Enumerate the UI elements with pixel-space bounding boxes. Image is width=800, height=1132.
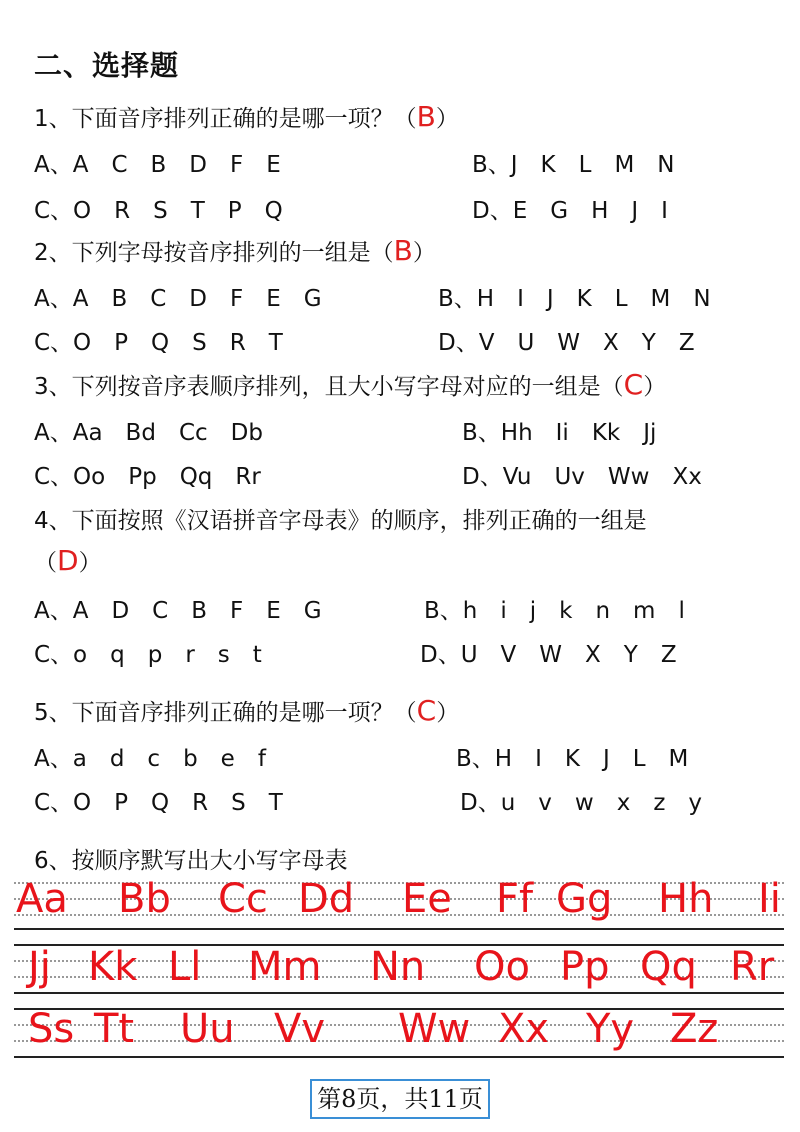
letter-pair: Tt — [94, 1006, 135, 1052]
q2-option-c: C、O P Q S R T — [34, 330, 283, 356]
letter-pair: Nn — [370, 944, 426, 990]
writing-row-1 — [14, 870, 784, 930]
q4-option-b: B、h i j k n m l — [424, 598, 685, 624]
letter-pair: Hh — [658, 876, 714, 922]
writing-row-3 — [14, 1000, 784, 1060]
letter-pair: Gg — [556, 876, 613, 922]
question-4-answer: D — [57, 544, 79, 577]
question-2-stem: 2、下列字母按音序排列的一组是（ — [34, 240, 394, 266]
letter-pair: Qq — [640, 944, 697, 990]
q1-option-c: C、O R S T P Q — [34, 198, 283, 224]
letter-pair: Ss — [28, 1006, 75, 1052]
question-1-answer: B — [416, 100, 436, 133]
q2-option-b: B、H I J K L M N — [438, 286, 711, 312]
q3-option-b: B、Hh Ii Kk Jj — [462, 420, 657, 446]
q2-option-a: A、A B C D F E G — [34, 286, 322, 312]
question-3-answer: C — [623, 368, 644, 401]
question-3-stem: 3、下列按音序表顺序排列，且大小写字母对应的一组是（ — [34, 374, 624, 400]
question-3-close: ） — [643, 374, 667, 400]
page-number-footer: 第8页，共11页 — [310, 1079, 490, 1119]
question-5-answer: C — [416, 694, 437, 727]
question-4-close: ） — [78, 550, 102, 576]
question-5-stem: 5、下面音序排列正确的是哪一项？（ — [34, 700, 417, 726]
letter-pair: Uu — [180, 1006, 235, 1052]
question-1-close: ） — [435, 106, 459, 132]
q1-option-a: A、A C B D F E — [34, 152, 281, 178]
letter-pair: Xx — [498, 1006, 550, 1052]
letter-pair: Mm — [248, 944, 322, 990]
letter-pair: Aa — [16, 876, 68, 922]
question-6-stem: 6、按顺序默写出大小写字母表 — [34, 848, 348, 874]
question-2-close: ） — [412, 240, 436, 266]
letter-pair: Oo — [474, 944, 530, 990]
question-2 — [34, 234, 436, 267]
letter-pair: Zz — [670, 1006, 719, 1052]
q2-option-d: D、V U W X Y Z — [438, 330, 695, 356]
q1-option-d: D、E G H J I — [472, 198, 668, 224]
question-4-stem: 4、下面按照《汉语拼音字母表》的顺序，排列正确的一组是 — [34, 508, 647, 534]
q4-option-a: A、A D C B F E G — [34, 598, 322, 624]
question-4-answer-line — [34, 544, 102, 577]
q4-option-d: D、U V W X Y Z — [420, 642, 677, 668]
letter-pair: Yy — [586, 1006, 635, 1052]
letter-pair: Ll — [168, 944, 202, 990]
question-3 — [34, 368, 666, 401]
writing-row-2 — [14, 936, 784, 996]
letter-pair: Bb — [118, 876, 171, 922]
question-1-stem: 1、下面音序排列正确的是哪一项？（ — [34, 106, 417, 132]
letter-pair: Jj — [28, 944, 51, 990]
letter-pair: Kk — [88, 944, 138, 990]
q1-option-b: B、J K L M N — [472, 152, 675, 178]
letter-pair: Ww — [398, 1006, 471, 1052]
q4-option-c: C、o q p r s t — [34, 642, 262, 668]
question-5 — [34, 694, 459, 727]
q3-option-a: A、Aa Bd Cc Db — [34, 420, 263, 446]
letter-pair: Rr — [730, 944, 775, 990]
q3-option-c: C、Oo Pp Qq Rr — [34, 464, 261, 490]
q5-option-b: B、H I K J L M — [456, 746, 689, 772]
question-4-open: （ — [34, 550, 57, 576]
q3-option-d: D、Vu Uv Ww Xx — [462, 464, 702, 490]
letter-pair: Dd — [298, 876, 355, 922]
letter-pair: Ee — [402, 876, 452, 922]
letter-pair: Cc — [218, 876, 268, 922]
question-1 — [34, 100, 459, 133]
letter-pair: Vv — [274, 1006, 326, 1052]
q5-option-c: C、O P Q R S T — [34, 790, 283, 816]
question-5-close: ） — [436, 700, 460, 726]
q5-option-a: A、a d c b e f — [34, 746, 266, 772]
q5-option-d: D、u v w x z y — [460, 790, 703, 816]
letter-pair: Ff — [496, 876, 534, 922]
letter-pair: Ii — [758, 876, 781, 922]
letter-pair: Pp — [560, 944, 610, 990]
question-2-answer: B — [393, 234, 413, 267]
section-title: 二、选择题 — [34, 49, 180, 82]
